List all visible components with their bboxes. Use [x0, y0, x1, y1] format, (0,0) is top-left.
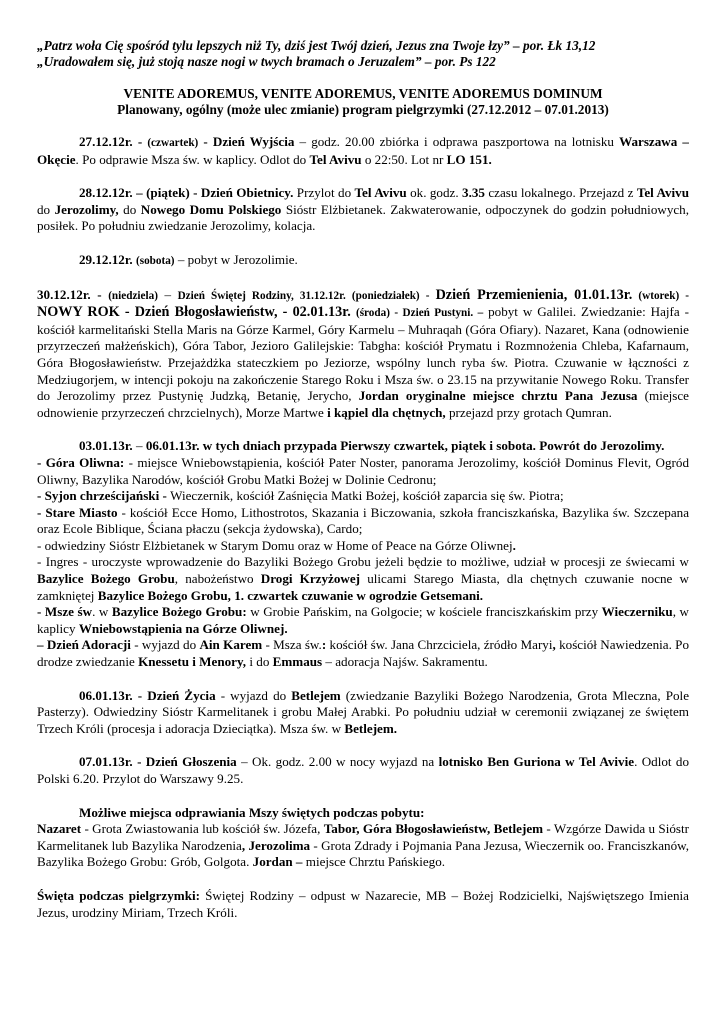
feasts-paragraph [37, 888, 689, 921]
text-run: Betlejem [291, 687, 341, 703]
text-run: Przylot do [293, 185, 355, 201]
quote-line: „Patrz woła Cię spośród tylu lepszych niż Ty, dziś jest Twój dzień, Jezus zna Twoje łzy” – por. Łk 13,12 [37, 38, 596, 53]
text-run: Bazylice Bożego Grobu: [111, 604, 247, 620]
day-heading: 28.12.12r. – (piątek) - Dzień Obietnicy. [79, 185, 294, 201]
day-weekday: (sobota) [136, 254, 175, 267]
text-run: - kościół Ecce Homo, Lithostrotos, Skazania i Biczowania, szkoła franciszkańska, Bazylika św. Szczepana oraz Ecole Biblique, Ściana płaczu (sekcja żydowska), Cardo; [37, 504, 690, 537]
text-run: - Stare Miasto [37, 504, 118, 520]
day-weekday: (czwartek) [147, 137, 199, 149]
text-run: - wyjazd do [215, 687, 292, 703]
text-run: (zwiedzanie Bazyliki Bożego Narodzenia, Grota Mlecznа, Pole Pasterzy). Odwiedziny Sióstr Karmelitanek i grobu Małej Arabki. Po południu udział w ceremonii związanej ze świętem Trzech Króli (procesja i adoracja Dzieciątka). Msza św. w [37, 687, 690, 736]
text-run: Jerozolimy, [54, 201, 119, 217]
text-run: Bazylice Bożego Grobu [37, 571, 175, 587]
text-run: , nabożeństwo [174, 571, 261, 587]
text-run: do [37, 201, 55, 217]
text-run: – [132, 438, 146, 454]
title-line: VENITE ADOREMUS, VENITE ADOREMUS, VENITE ADOREMUS DOMINUM [123, 86, 603, 101]
text-run: . w [92, 604, 112, 620]
text-run: Tabor, Góra Błogosławieństw, Betlejem [323, 821, 544, 837]
text-run: , Jerozolima [241, 837, 311, 853]
day-date: 30.12.12r. - [37, 286, 109, 302]
text-run: Drogi Krzyżowej [260, 571, 361, 587]
list-item [37, 455, 689, 488]
text-run: Jordan – [252, 854, 303, 870]
text-run: Tel Avivu [636, 185, 690, 201]
text-run: - Góra Oliwna: [37, 454, 129, 470]
text-run: Knessetu i Menory, [138, 654, 247, 670]
text-run: i do [246, 654, 273, 670]
text-run: Możliwe miejsca odprawiania Mszy świętych podczas pobytu: [79, 804, 425, 820]
text-run: . [512, 537, 516, 553]
text-run: kościół św. Jana Chrzciciela, źródło Maryi [326, 637, 553, 653]
text-run: – [157, 286, 178, 302]
day-section [37, 438, 689, 670]
text-run: (środa) - Dzień Pustyni. – [355, 307, 484, 320]
day-paragraph [37, 185, 689, 235]
text-run: 03.01.13r. [79, 438, 133, 454]
day-paragraph [37, 134, 689, 168]
day-paragraph [37, 252, 689, 270]
masses-paragraph [37, 821, 689, 871]
text-run: (wtorek) - [632, 289, 690, 302]
list-item [37, 488, 689, 505]
text-run: , [552, 637, 556, 653]
text-run: przejazd przy grotach Qumran. [445, 404, 612, 420]
text-run: Sióstr Elżbietanek. Zakwaterowanie, odpoczynek do godzin południowych, posiłek. Po południu zwiedzanie Jerozolimy, kolacja. [37, 201, 689, 234]
text-run: Wniebowstąpienia na Górze Oliwnej. [78, 620, 288, 636]
text-run: lotnisko Ben Guriona w Tel Avivie [438, 754, 635, 770]
text-run: - [198, 134, 213, 149]
document-title [37, 86, 689, 118]
text-run: Tel Avivu [309, 151, 362, 167]
text-run: 06.01.13r. w tych dniach przypada Pierwszy czwartek, piątek i sobota. Powrót do Jerozolimy. [145, 438, 665, 454]
text-run: NOWY ROK - Dzień Błogosławieństw, - 02.01.13r. [37, 304, 356, 321]
text-run: - Syjon chrześcijański - [37, 488, 171, 504]
text-run: - Grota Zdrady i Pojmania Pana Jezusa, Wieczernik oo. Franciszkanów, Bazylika Bożego Grobu: Grób, Golgota. [37, 837, 690, 870]
text-run: czasu lokalnego. Przejazd z [484, 185, 637, 201]
text-run: Bazylice Bożego Grobu, 1. czwartek czuwanie w ogrodzie Getsemani. [97, 587, 484, 603]
text-run: Wieczerniku [601, 604, 673, 620]
text-run: Świętej Rodziny – odpust w Nazarecie, MB – Bożej Rodzicielki, Najświętszego Imienia Jezus, urodziny Miriam, Trzech Króli. [37, 887, 689, 920]
text-run: – Dzień Adoracji [37, 637, 131, 653]
text-run: . Odlot do Polski 6.20. Przylot do Warszawy 9.25. [37, 754, 689, 786]
text-run: Dzień Świętej Rodziny, 31.12.12r. (poniedziałek) - [177, 289, 436, 302]
text-run: Nowego Domu Polskiego [140, 201, 282, 217]
list-item [37, 554, 689, 604]
text-run: Dzień Przemienienia, 01.01.13r. [435, 286, 633, 303]
list-item [37, 604, 689, 637]
text-run: - Msza św. [262, 637, 322, 653]
text-run: Ain Karem [199, 637, 263, 653]
subtitle-line: Planowany, ogólny (może ulec zmianie) program pielgrzymki (27.12.2012 – 07.01.2013) [117, 102, 609, 117]
text-run: Nazaret [37, 821, 82, 837]
text-run: Warszawa – Okęcie [37, 134, 689, 167]
text-run: 3.35 [462, 185, 485, 201]
text-run: ok. godz. [406, 185, 463, 201]
day-weekday: (niedziela) [108, 289, 158, 302]
day-date: 29.12.12r. [79, 251, 133, 267]
day-paragraph [37, 688, 689, 738]
day-paragraph [37, 287, 689, 422]
text-run: Emmaus [272, 654, 323, 670]
text-run: , w kaplicy [37, 604, 689, 636]
text-run: – pobyt w Jerozolimie. [174, 251, 298, 267]
scripture-quotes [37, 38, 697, 70]
text-run: – godz. 20.00 zbiórka i odprawa paszportowa na lotnisku [294, 134, 620, 149]
text-run: - wyjazd do [130, 637, 200, 653]
text-run: - odwiedziny Sióstr Elżbietanek w Starym Domu oraz w Home of Peace na Górze Oliwnej [37, 537, 513, 553]
text-run: - Grota Zwiastowania lub kościół św. Józefa, [81, 821, 324, 837]
section-heading [37, 805, 689, 822]
text-run: Jordan oryginalne miejsce chrztu Pana Jezusa [358, 388, 638, 404]
text-run: kościół Nawiedzenia. Po drodze zwiedzanie [37, 637, 689, 670]
day-heading [37, 438, 689, 455]
text-run: : [321, 637, 327, 653]
program-body [37, 134, 689, 921]
text-run: – adoracja Najśw. Sakramentu. [322, 654, 488, 670]
text-run: LO 151. [446, 151, 492, 167]
text-run: (miejsce odnowienie przyrzeczeń chrzcielnych), Morze Martwe [37, 388, 689, 420]
text-run: i kąpiel dla chętnych, [327, 404, 446, 420]
quote-line: „Uradowałem się, już stoją nasze nogi w twych bramach o Jeruzalem” – por. Ps 122 [37, 54, 496, 69]
text-run: Święta podczas pielgrzymki: [37, 887, 200, 903]
text-run: – Ok. godz. 2.00 w nocy wyjazd na [236, 754, 439, 770]
day-paragraph [37, 754, 689, 787]
day-date: 27.12.12r. - [79, 134, 148, 149]
text-run: - Msze św [37, 604, 93, 620]
day-heading: 06.01.13r. - Dzień Życia [79, 687, 216, 703]
text-run: - miejsce Wniebowstąpienia, kościół Pater Noster, panorama Jerozolimy, kościół Dominus Flevit, Ogród Oliwny, Bazylika Narodów, kościół Grobu Matki Bożej w Dolinie Cedronu; [37, 454, 689, 487]
text-run: w Grobie Pańskim, na Golgocie; w kościele franciszkańskim przy [246, 604, 602, 620]
list-item [37, 538, 689, 555]
text-run: o 22:50. Lot nr [361, 151, 447, 167]
text-run: miejsce Chrztu Pańskiego. [302, 854, 446, 870]
day-name: Dzień Wyjścia [212, 134, 295, 149]
text-run: - Ingres - uroczyste wprowadzenie do Bazyliki Bożego Grobu jeżeli będzie to możliwe, udział w procesji ze świecami w [37, 554, 689, 570]
text-run: do [118, 201, 141, 217]
text-run: - Wzgórze Dawida u Sióstr Karmelitanek lub Bazylika Narodzenia [37, 821, 689, 853]
list-item [37, 505, 689, 538]
list-item [37, 637, 689, 670]
text-run: Wieczernik, kościół Zaśnięcia Matki Bożej, kościół zaparcia się św. Piotra; [170, 488, 564, 504]
day-heading: 07.01.13r. - Dzień Głoszenia [79, 754, 237, 770]
text-run: pobyt w Galilei. Zwiedzanie: Hajfa - kościół karmelitański Stella Maris na Górze Karmel, Góry Karmelu – Muhraqah (Góra Ofiary). Nazaret, Kana (odnowienie przyrzeczeń małżeńskich), Góra Tabor, Jezioro Galilejskie: Tabgha: kościół Prymatu i Rozmnożenia Chleba, Kafarnaum, Góra Błogosławieństw. Przejażdżka stateczkiem po Jeziorze, wspólny lunch ryba św. Piotra. Czuwanie w łączności z Medziugorjem, w intencji pokoju na zakończenie Starego Roku i Msza św. o 23.15 na przywitanie Nowego Roku. Transfer do Jerozolimy przez Pustynię Judzką, Betanię, Jerycho, [37, 304, 689, 404]
text-run: Tel Avivu [354, 185, 407, 201]
text-run: Betlejem. [344, 720, 398, 736]
masses-section [37, 805, 689, 871]
text-run: . Po odprawie Msza św. w kaplicy. Odlot do [75, 151, 310, 167]
text-run: ulicami Starego Miasta, dla chętnych czuwanie nocne w zamkniętej [37, 571, 689, 603]
